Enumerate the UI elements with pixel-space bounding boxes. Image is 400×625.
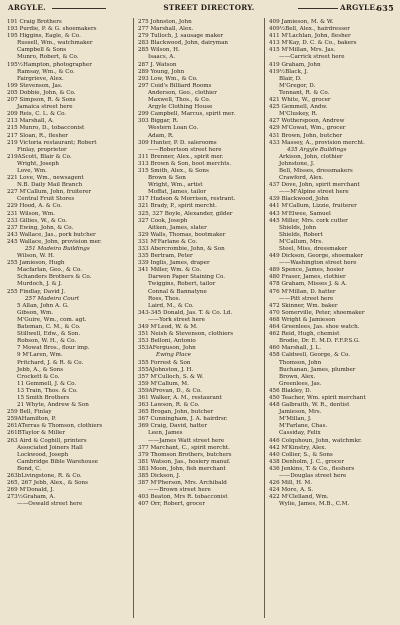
directory-entry: 442 M'Kinstry, Alex. <box>269 444 327 451</box>
directory-entry: Jebb, A., & Sons <box>17 366 64 373</box>
directory-entry: Cassiday, Felix <box>279 430 321 437</box>
directory-entry: 351 Neish & Stevenson, clothiers <box>138 331 234 338</box>
directory-entry: Murdoch, J. & J. <box>17 281 62 288</box>
directory-entry: 217 Sloan, R., flesher <box>7 132 68 139</box>
directory-entry: 460 Marshall, J. L. <box>269 345 321 352</box>
running-header <box>6 3 394 15</box>
directory-entry: 15 Smith Brothers <box>17 394 70 401</box>
directory-entry: 269 M'Donald, J. <box>7 487 55 494</box>
directory-entry: 458 Caldwell, George, & Co. <box>269 352 351 359</box>
directory-entry: ——Brown street here <box>148 487 211 494</box>
directory-entry: 429 M'Cowat, Wm., grocer <box>269 125 346 132</box>
directory-entry: 431 Brown, John, butcher <box>269 132 343 139</box>
directory-entry: 450 Teacher, Wm. spirit merchant <box>269 394 366 401</box>
directory-entry: Thomson, John <box>279 359 322 366</box>
directory-entry: 377 Marchant, C., spirit mercht. <box>138 444 230 451</box>
directory-entry: M'Callum, Mrs. <box>279 238 323 245</box>
directory-entry: 476 M'Millan, D. hatter <box>269 288 336 295</box>
directory-entry: 357 M'Culloch, S. & W. <box>138 373 204 380</box>
directory-entry: Aitken, James, slater <box>148 224 207 231</box>
directory-entry: 435 Argyle Buildings <box>287 146 347 153</box>
directory-entry: 339 Inglis, James, draper <box>138 260 210 267</box>
directory-entry: 303 Biggar, R. <box>138 118 179 125</box>
directory-entry: Jamaica street here <box>17 104 73 111</box>
directory-entry: Central Fruit Stores <box>17 196 75 203</box>
directory-entry: Gibson, Wm. <box>17 309 54 316</box>
directory-entry: 369 Craig, David, hatter <box>138 423 207 430</box>
directory-entry: 263 Aird & Coghill, printers <box>7 437 87 444</box>
directory-entry: 409 Jamieson, M. & W. <box>269 19 334 25</box>
directory-entry: Shields, Robert <box>279 231 323 238</box>
directory-entry: 449 Dickson, George, shoemaker <box>269 253 364 260</box>
directory-entry: 215 Munro, D., tobacconist <box>7 125 85 132</box>
directory-entry: ——Washington street here <box>279 260 357 267</box>
header-rule-right <box>298 8 338 9</box>
directory-entry: 259 Bell, Finlay <box>7 409 52 416</box>
directory-entry: M'Millan, J. <box>279 416 312 423</box>
directory-entry: 355AJohnston, J. H. <box>138 366 194 373</box>
directory-entry: 433 Massey, A., provision mercht. <box>269 139 365 146</box>
directory-entry: Brodie, Dr. E. M.D. F.F.P.S.G. <box>279 338 360 345</box>
directory-entry: 233 Gillies, W., & Co. <box>7 217 68 224</box>
directory-entry: 317 Hudson & Morrison, restrant. <box>138 196 236 203</box>
directory-entry: 287 J. Watson <box>138 61 177 68</box>
column-divider-1 <box>133 18 134 618</box>
directory-entry: M'Cluskey, R. <box>279 111 318 118</box>
directory-entry: 415 M'Millan, Mrs. Jas. <box>269 47 336 54</box>
directory-entry: Greenlees, Jas. <box>279 380 322 387</box>
directory-entry: 315 Smith, Alex., & Sons <box>138 167 209 174</box>
directory-entry: Bateman, C. M., & Co. <box>17 324 81 331</box>
directory-entry: Ramsay, Wm., & Co. <box>17 68 75 75</box>
directory-entry: 343-345 Donald, Jas. T. & Co. Ld. <box>138 309 233 316</box>
page-number: 635 <box>376 3 394 13</box>
directory-entry: Tennant, R. & Co. <box>279 89 330 96</box>
directory-entry: 279 Tulloch, J. sausage maker <box>138 33 224 40</box>
directory-entry: Munro, Robert, & Co. <box>17 54 79 61</box>
directory-entry: 193 Purdie, P. & G. shoemakers <box>7 26 97 33</box>
directory-entry: 470 Somerville, Peter, shoemaker <box>269 309 365 316</box>
directory-entry: 424 More, A. S. <box>269 487 314 494</box>
directory-entry: Steel, Miss, dressmaker <box>279 246 348 252</box>
directory-entry: Ross, Thos. <box>148 295 181 302</box>
directory-entry: 333 Abercrombie, John, & Son <box>138 246 225 252</box>
directory-entry: 321 Brady, P., spirit mercht. <box>138 203 217 210</box>
directory-entry: 464 Greenlees, Jas. shoe watch. <box>269 324 360 331</box>
directory-entry: 207 Simpson, R. & Sons <box>7 97 76 104</box>
directory-entry: Maxwell, Thos., & Co. <box>148 97 211 104</box>
directory-entry: Crockett & Co. <box>17 373 60 380</box>
directory-entry: 205 Dobbie, John, & Co. <box>7 89 76 96</box>
directory-entry: ——Carrick street here <box>279 54 345 61</box>
directory-entry: 359AProvan, D., & Co. <box>138 387 202 394</box>
directory-entry: ——Oswald street here <box>17 501 83 508</box>
directory-entry: Wylie, James, M.B., C.M. <box>279 501 350 508</box>
directory-entry: 383 Moon, John, fish merchant <box>138 465 226 472</box>
directory-entry: 195½Hampton, photographer <box>7 61 92 68</box>
directory-entry: M'Farlane, Chas. <box>279 423 328 430</box>
directory-entry: 425 Gemmell, Andw. <box>269 104 328 111</box>
directory-entry: 275 Johnston, John <box>138 19 192 25</box>
directory-entry: 199 Stevenson, Jas. <box>7 82 63 89</box>
directory-entry: 480 Fraser, James, clothier <box>269 274 346 281</box>
directory-entry: Pritchard, J. & R. & Co. <box>17 359 84 366</box>
directory-entry: ——James Watt street here <box>148 437 225 444</box>
directory-entry: 407 Orr, Robert, grocer <box>138 501 206 508</box>
directory-entry: M'Gregor, D. <box>279 82 316 89</box>
directory-entry: 229 Hood, A. & Co. <box>7 203 62 210</box>
directory-entry: 313 Brown & Son, boot merchts. <box>138 160 232 167</box>
directory-entry: 472 Skinner, Wm. baker <box>269 302 338 309</box>
directory-entry: 341 Miller, Wm. & Co. <box>138 267 202 274</box>
directory-entry: 381 Watson, Jas., hosiery manuf. <box>138 458 231 465</box>
directory-entry: 445 Miller, Mrs. cork cutter <box>269 217 348 224</box>
directory-entry: Bell, Misses, dressmakers <box>279 167 353 174</box>
directory-entry: 363 Lawson, R. & Co. <box>138 402 200 409</box>
directory-entry: 365 Brogan, John, butcher <box>138 409 214 416</box>
directory-entry: Connal & Bannatyne <box>148 288 207 295</box>
directory-entry: Russell, Wm., watchmaker <box>17 40 93 47</box>
directory-entry: 289 Young, John <box>138 68 185 75</box>
directory-entry: Darwen Paper Staining Co. <box>148 274 226 281</box>
directory-entry: Finlay, proprietor <box>17 146 67 153</box>
directory-column-2 <box>138 19 260 508</box>
directory-entry: 411 M'Lachlan, John, flesher <box>269 33 351 40</box>
directory-entry: 361 Walker, A. M., restaurant <box>138 394 222 401</box>
directory-entry: 277 Marshall, Alex. <box>138 26 194 33</box>
directory-entry: 478 Graham, Misses J. & A. <box>269 281 347 288</box>
directory-entry: Campbell & Sons <box>17 47 67 54</box>
directory-entry: Wright, Wm., artist <box>148 182 203 189</box>
directory-entry: Argyle Clothing House <box>148 104 213 111</box>
directory-entry: 441 M'Callum, Lizzie, fruiterer <box>269 203 357 210</box>
directory-entry: Western Loan Co. <box>148 125 199 132</box>
directory-entry: 9 M'Laren, Wm. <box>17 352 63 359</box>
directory-entry: 209 Reis, C. L. & Co. <box>7 111 67 118</box>
directory-entry: 21 Whyte, Andrew & Son <box>17 402 89 409</box>
directory-entry: Ewing Place <box>156 352 191 359</box>
directory-entry: 419½Black, J. <box>269 68 308 75</box>
directory-entry: 5 Allan, John A. G. <box>17 302 69 309</box>
directory-entry: 421 White, W., grocer <box>269 97 331 104</box>
directory-entry: Adam, R. <box>148 132 174 139</box>
directory-entry: 359 M'Callum, M. <box>138 380 189 387</box>
directory-entry: 462 Reid, Hugh, chemist <box>269 331 340 338</box>
directory-entry: Schanders Brothers & Co. <box>17 274 92 281</box>
directory-entry: 309 Hunter, P. D. salerooms <box>138 139 217 146</box>
directory-entry: 409½Bell, Alex., hairdresser <box>269 26 350 33</box>
directory-entry: Johnstone, J. <box>279 160 315 167</box>
directory-entry: Brown & Son <box>148 175 186 182</box>
directory-entry: 439 Blackwood, John <box>269 196 329 203</box>
directory-entry: Bond, C. <box>17 465 42 472</box>
directory-entry: Stillwell, Edw., & Son. <box>17 331 81 338</box>
directory-entry: Cambridge Bible Warehouse <box>17 458 98 465</box>
directory-entry: 436 Jenkins, T. & Co., fleshers <box>269 465 355 472</box>
directory-entry: 335 Bertram, Peter <box>138 253 193 260</box>
directory-entry: 311 Brenner, Alex., spirit mer. <box>138 153 224 160</box>
directory-entry: 195 Higgins, Eagle, & Co. <box>7 33 81 40</box>
directory-entry: 213 Marshall, A. <box>7 118 54 125</box>
directory-entry: 385 Dickson, J. <box>138 473 181 479</box>
directory-column-1 <box>7 19 129 508</box>
directory-entry: Crawford, Alex. <box>279 175 324 182</box>
directory-entry: 251 Madeira Buildings <box>25 246 90 252</box>
directory-entry: 219 Victoria restaurant; Robert <box>7 139 97 146</box>
directory-entry: Buchanan, James, plumber <box>279 366 356 373</box>
directory-entry: 227 M'Callum, John, fruiterer <box>7 189 92 196</box>
directory-entry: 349 M'Leod, W. & M. <box>138 324 198 331</box>
directory-entry: 297 Coid's Billiard Rooms <box>138 82 212 89</box>
directory-entry: Brown, Alex. <box>279 373 316 380</box>
directory-entry: 273½Graham, A. <box>7 494 56 501</box>
directory-entry: 489 Spence, James, hosier <box>269 267 345 274</box>
directory-entry: 367 Cunningham, J. A. hairdrsr. <box>138 416 228 423</box>
directory-entry: Arkison, John, clothier <box>279 153 343 160</box>
directory-entry: 448 Galbraith, W. R., dentist <box>269 402 350 409</box>
directory-entry: Jamieson, Mrs. <box>279 409 322 416</box>
directory-entry: 413 M'Kay, D. C. & Co., bakers <box>269 40 357 47</box>
directory-entry: 379 Thomson Brothers, butchers <box>138 451 232 458</box>
directory-entry: 355 Forrest & Son <box>138 359 191 366</box>
directory-entry: 387 M'Pherson, Mrs. Archibald <box>138 480 227 487</box>
directory-entry: 263bLivingstone, R. & Co. <box>7 473 82 479</box>
directory-entry: ——Douglas street here <box>279 473 347 479</box>
directory-entry: 456 Blakley, D. <box>269 387 312 394</box>
directory-entry: 446 Colquhoun, John, watchmkr. <box>269 437 362 444</box>
directory-entry: 265, 267 Jebb, Alex., & Sons <box>7 480 89 487</box>
column-divider-2 <box>264 18 265 618</box>
directory-entry: Wright, Joseph <box>17 160 59 167</box>
directory-entry: Love, Wm. <box>17 167 47 174</box>
directory-entry: 353AFerguson, John <box>138 345 196 352</box>
directory-entry: ——M'Alpine street here <box>279 189 349 196</box>
directory-entry: 13 Train, Thos. & Co. <box>17 387 78 394</box>
directory-entry: 440 Collier, S., & Sons <box>269 451 333 458</box>
directory-entry: Robson, W. H., & Co. <box>17 338 77 345</box>
directory-entry: Anderson, Geo., clothier <box>148 89 217 96</box>
directory-entry: 331 M'Farlane & Co. <box>138 238 198 245</box>
directory-entry: 191 Craig Brothers <box>7 19 62 25</box>
directory-entry: 353 Belloni, Antonio <box>138 338 196 345</box>
directory-entry: 237 Ewing, John, & Co. <box>7 224 74 231</box>
directory-entry: Fairgrieve, Alex. <box>17 75 64 82</box>
directory-entry: 261ATerras & Thomson, clothiers <box>7 423 103 430</box>
directory-entry: Isaacs, A. <box>148 54 176 61</box>
directory-entry: 283 Blackwood, John, dairyman <box>138 40 229 47</box>
directory-entry: 257 Madeira Court <box>25 295 80 302</box>
directory-entry: 293 Low, Wm., & Co. <box>138 75 198 82</box>
directory-entry: N.B. Daily Mail Branch <box>17 182 83 189</box>
directory-entry: 285 Wilson, H. <box>138 47 180 54</box>
directory-entry: 422 M'Clelland, Wm. <box>269 494 329 501</box>
directory-entry: 259AHamilton, P. <box>7 416 56 423</box>
directory-entry: 231 Wilson, Wm. <box>7 210 55 217</box>
directory-entry: 243 Wallace, Jas., pork butcher <box>7 231 96 238</box>
directory-entry: 219AScott, Blair & Co. <box>7 153 72 160</box>
directory-entry: 7 Mowat Bros., flour imp. <box>17 345 90 352</box>
header-right-label: ARGYLE. <box>340 3 378 12</box>
directory-entry: 427 Wotherspoon, Andrew <box>269 118 345 125</box>
directory-entry: 325, 327 Boyle, Alexander, gilder <box>138 210 233 217</box>
directory-column-3 <box>269 19 391 508</box>
directory-entry: Lockwood, Joseph <box>17 451 69 458</box>
directory-entry: 403 Beaton, Mrs R. tobacconist <box>138 494 228 501</box>
directory-entry: Twiggins, Robert, tailor <box>148 281 216 288</box>
directory-entry: 438 Denholm, J. C., grocer <box>269 458 344 465</box>
directory-entry: 437 Dove, John, spirit merchant <box>269 182 360 189</box>
directory-entry: Shields, John <box>279 224 317 231</box>
directory-entry: Moffat, James, tailor <box>148 189 207 196</box>
directory-entry: 261BTaylor & Miller <box>7 430 66 437</box>
directory-entry: Macfarlan, Geo., & Co. <box>17 267 83 274</box>
directory-entry: 255 Jamieson, Hugh <box>7 260 65 267</box>
directory-entry: 299 Campbell, Marcus, spirit mer. <box>138 111 236 118</box>
directory-entry: 443 M'Elwee, Samuel <box>269 210 331 217</box>
directory-entry: ——Robertson street here <box>148 146 222 153</box>
directory-entry: 426 Mill, H. M. <box>269 480 313 487</box>
directory-entry: 11 Gemmell, J. & Co. <box>17 380 77 387</box>
directory-entry: Leen, James <box>148 430 183 437</box>
directory-entry: Associated Joiners Hall <box>17 444 83 451</box>
directory-entry: M'Guire, Wm., com. agt. <box>17 316 87 323</box>
header-title: STREET DIRECTORY. <box>163 3 255 12</box>
header-left-label: ARGYLE. <box>8 3 46 12</box>
directory-entry: Wilson, W. H. <box>17 253 55 260</box>
directory-entry: 245 Wallace, John, provision mer. <box>7 238 102 245</box>
directory-entry: 468 Wright & Jamieson <box>269 316 336 323</box>
directory-entry: Blair, D. <box>279 75 302 82</box>
directory-entry: 255 Findlay, David J. <box>7 288 66 295</box>
directory-entry: Laird, M., & Co. <box>148 302 194 309</box>
directory-entry: 327 Cook, Joseph <box>138 217 188 224</box>
directory-entry: 419 Graham, John <box>269 61 321 68</box>
directory-entry: ——York street here <box>148 316 205 323</box>
header-rule-left <box>52 8 106 9</box>
directory-entry: 221 Love, Wm., newsagent <box>7 175 84 182</box>
directory-entry: ——Pitt street here <box>279 295 334 302</box>
directory-entry: 329 Walls, Thomas, bootmaker <box>138 231 226 238</box>
